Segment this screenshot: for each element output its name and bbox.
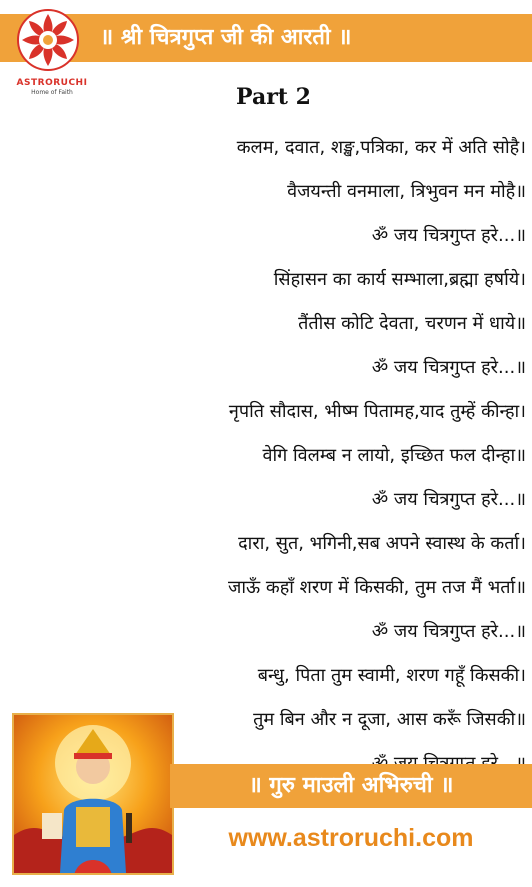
deity-image [12, 713, 174, 875]
verse-line: जाऊँ कहाँ शरण में किसकी, तुम तज मैं भर्ता॥ [228, 577, 526, 598]
verse-line: तुम बिन और न दूजा, आस करूँ जिसकी॥ [253, 709, 526, 730]
refrain-line: ॐ जय चित्रगुप्त हरे...॥ [371, 489, 526, 510]
verse-line: तैंतीस कोटि देवता, चरणन में धाये॥ [298, 313, 526, 334]
brand-name: ASTRORUCHI [16, 78, 88, 88]
lotus-om-icon [16, 8, 80, 72]
verse-line: वेगि विलम्ब न लायो, इच्छित फल दीन्हा॥ [262, 445, 526, 466]
verse-line: कलम, दवात, शङ्ख,पत्रिका, कर में अति सोहै। [236, 137, 526, 158]
page-title: ॥ श्री चित्रगुप्त जी की आरती ॥ [100, 25, 352, 50]
verse-line: नृपति सौदास, भीष्म पितामह,याद तुम्हें कीन्हा। [228, 401, 526, 422]
verse-line: सिंहासन का कार्य सम्भाला,ब्रह्मा हर्षाये। [273, 269, 526, 290]
footer-motto: ॥ गुरु माउली अभिरुची ॥ [248, 773, 454, 798]
verse-line: वैजयन्ती वनमाला, त्रिभुवन मन मोहै॥ [287, 181, 526, 202]
refrain-line: ॐ जय चित्रगुप्त हरे...॥ [371, 357, 526, 378]
brand-tagline: Home of Faith [31, 89, 73, 96]
refrain-line: ॐ जय चित्रगुप्त हरे...॥ [371, 225, 526, 246]
aarti-verses [6, 128, 526, 788]
website-link[interactable]: www.astroruchi.com [228, 824, 474, 852]
refrain-line: ॐ जय चित्रगुप्त हरे...॥ [371, 621, 526, 642]
part-label: Part 2 [236, 84, 311, 110]
verse-line: बन्धु, पिता तुम स्वामी, शरण गहूँ किसकी। [257, 665, 526, 686]
verse-line: दारा, सुत, भगिनी,सब अपने स्वास्थ के कर्ता। [238, 533, 526, 554]
